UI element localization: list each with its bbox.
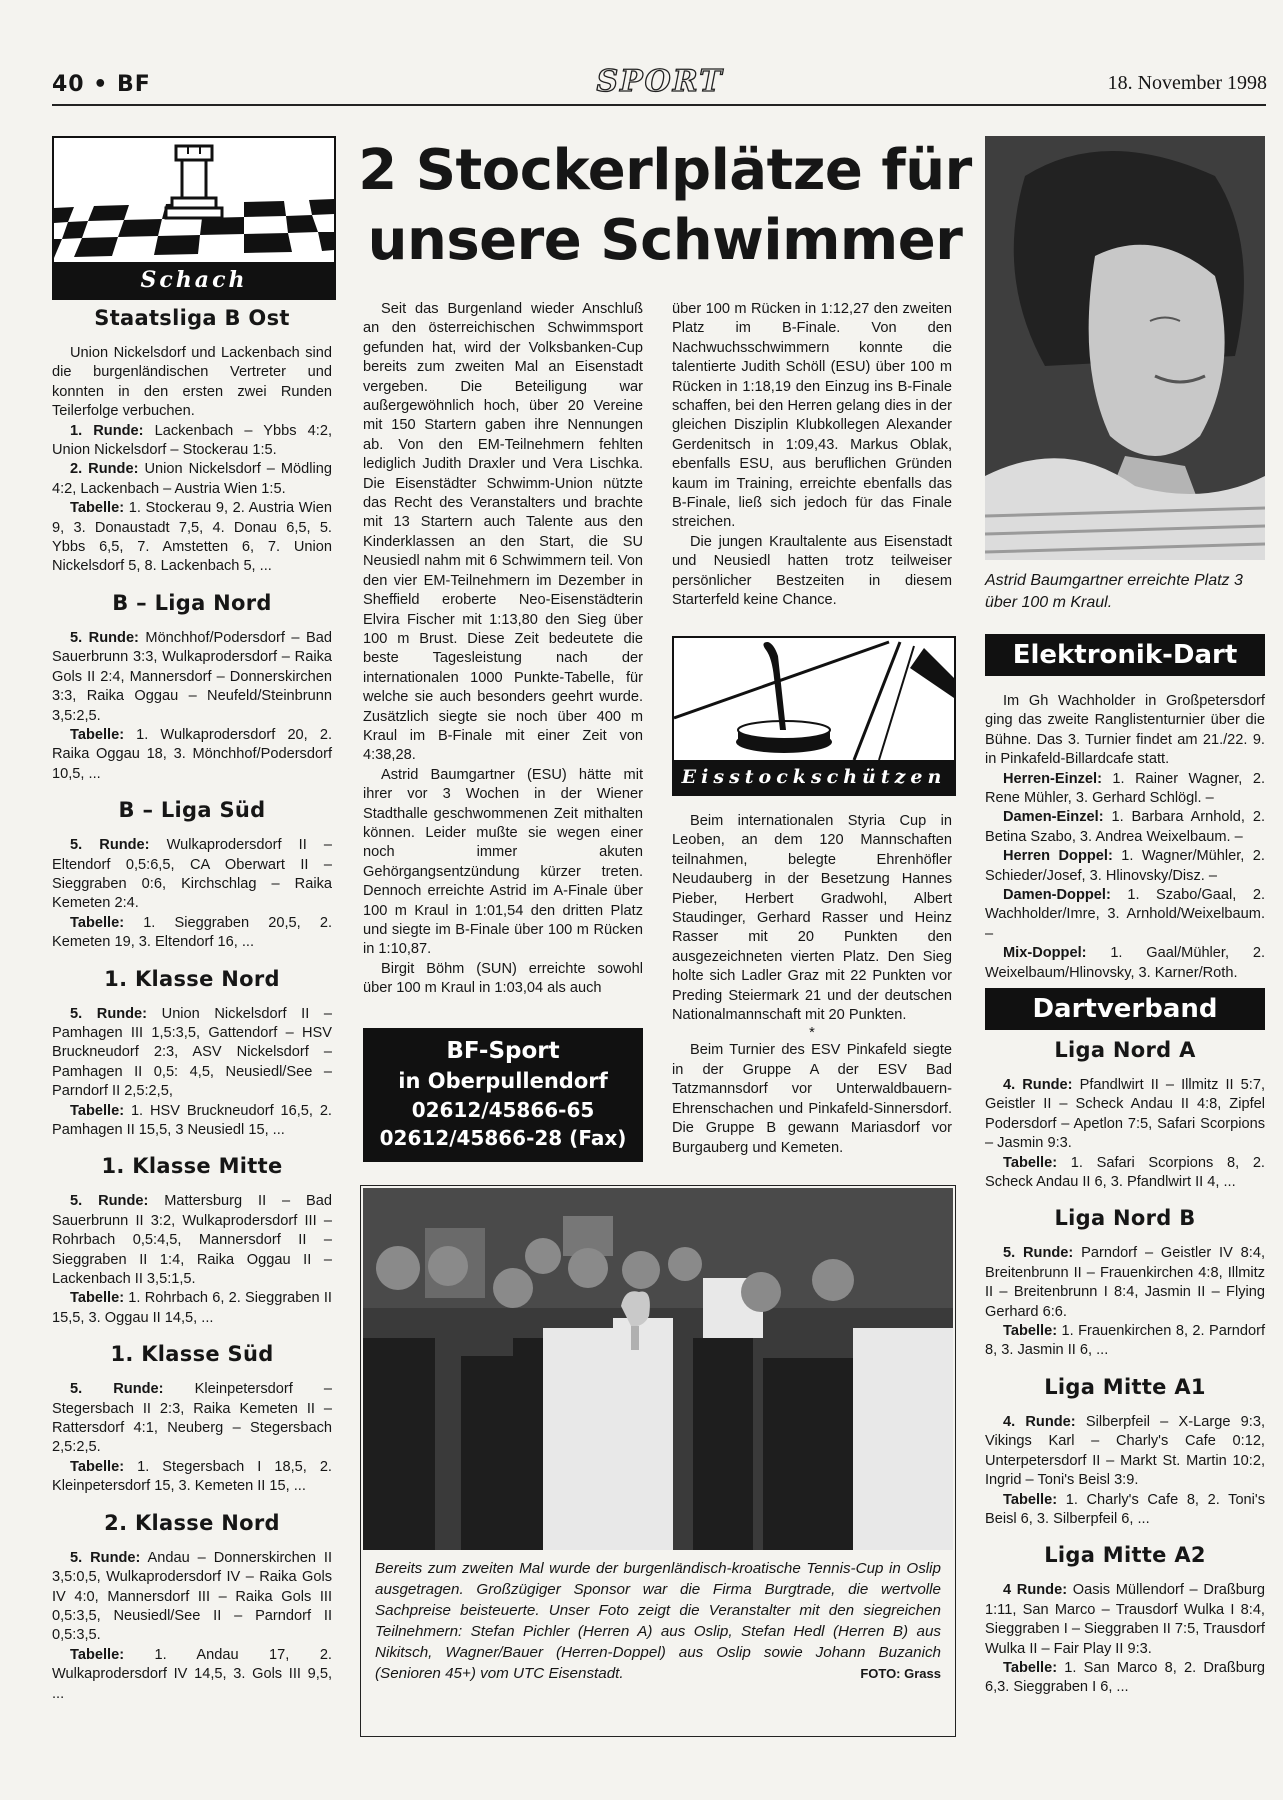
page-number: 40 • BF <box>52 72 151 97</box>
section-heading: Liga Mitte A2 <box>1044 1543 1206 1568</box>
result-text: Parndorf – Geistler IV 8:4, Breitenbrunn II – Frauenkirchen 4:8, Illmitz II – Breitenbrunn I 8:4, Jasmin II – Flying Gerhard 6:6. <box>985 1245 1266 1320</box>
section-heading: Liga Nord B <box>1054 1206 1196 1231</box>
result-text: Union Nickelsdorf II – Pamhagen III 1,5:3,5, Gattendorf – HSV Bruckneudorf 2:3, ASV Nickelsdorf – Pamhagen II 0,5: 4,5, Neusiedl/See – Parndorf II 2,5:2,5, <box>52 1005 332 1100</box>
result-text: 1. San Marco 8, 2. Draßburg 6,3. Sieggraben I 6, ... <box>985 1659 1265 1696</box>
result-label: Tabelle: <box>70 1646 125 1663</box>
result-label: 5. Runde: <box>70 1005 148 1022</box>
result-paragraph <box>52 460 332 499</box>
result-label: 2. Runde: <box>70 461 139 478</box>
result-paragraph <box>52 1458 332 1497</box>
article-column-2 <box>672 300 952 611</box>
chess-logo-label: Schach <box>54 262 334 298</box>
dart-result <box>985 808 1265 847</box>
dart-result-label: Herren-Einzel: <box>1003 770 1102 787</box>
result-text: 1. Safari Scorpions 8, 2. Scheck Andau II 6, 3. Pfandlwirt II 4, ... <box>985 1154 1265 1191</box>
section-heading: Liga Nord A <box>1054 1038 1196 1062</box>
result-label: 5. Runde: <box>70 837 150 854</box>
group-photo <box>363 1188 953 1550</box>
result-text: Lackenbach – Ybbs 4:2, Union Nickelsdorf – Stockerau 1:5. <box>52 422 332 459</box>
result-text: 1. Stegersbach I 18,5, 2. Kleinpetersdorf 15, 3. Kemeten II 15, ... <box>52 1458 332 1495</box>
result-paragraph <box>52 499 332 577</box>
elektronik-dart-column <box>985 692 1265 983</box>
group-photo-image <box>363 1188 953 1550</box>
result-text: Andau – Donnerskirchen II 3,5:0,5, Wulkaprodersdorf IV – Raika Gols IV 4:0, Mannersdorf III – Raika Gols III 0,5:3,5, Neusiedl/See II – Parndorf II 0,5:3,5. <box>52 1549 333 1644</box>
curling-separator: * <box>809 1025 815 1042</box>
group-caption-text: Bereits zum zweiten Mal wurde der burgenländisch-kroatische Tennis-Cup in Oslip ausgetragen. Großzügiger Sponsor war die Firma Burgtrade, die wertvolle Sachpreise beisteuerte. Unser Foto zeigt die Veranstalter mit den siegreichen Teilnehmern: Stefan Pichler (Herren A) aus Oslip, Stefan Hedl (Herren B) aus Nikitsch, Wagner/Bauer (Herren-Doppel) aus Oslip sowie Johann Buzanich (Senioren 45+) vom UTC Eisenstadt. <box>375 1560 941 1682</box>
result-text: Union Nickelsdorf und Lackenbach sind die burgenländischen Vertreter und konnten in den ersten zwei Runden Teilerfolge verbuchen. <box>52 345 332 420</box>
dart-result <box>985 847 1265 886</box>
dart-result <box>985 770 1265 809</box>
result-text: 1. Andau 17, 2. Wulkaprodersdorf IV 14,5, 3. Gols III 9,5, ... <box>52 1646 332 1702</box>
result-text: Mönchhof/Podersdorf – Bad Sauerbrunn 3:3, Wulkaprodersdorf – Raika Gols II 2:4, Mannersdorf – Donnerskirchen 3:3, Raika Oggau – Neufeld/Steinbrunn 3,5:2,5. <box>52 629 333 724</box>
result-paragraph <box>52 1192 332 1289</box>
contact-title: BF-Sport <box>446 1038 560 1064</box>
dart-result-text: 1. Rainer Wagner, 2. Rene Mühler, 3. Gerhard Schlögl. – <box>985 770 1265 807</box>
section-heading: B – Liga Süd <box>118 798 266 823</box>
result-paragraph <box>985 1659 1265 1698</box>
result-label: Tabelle: <box>1003 1659 1058 1676</box>
result-paragraph <box>985 1491 1265 1530</box>
curling-column <box>672 812 952 1158</box>
result-text: 1. Charly's Cafe 8, 2. Toni's Beisl 6, 3. Silberpfeil 6, ... <box>985 1491 1265 1527</box>
contact-location: in Oberpullendorf <box>398 1069 608 1093</box>
result-paragraph <box>52 1380 332 1458</box>
result-label: 1. Runde: <box>70 422 144 439</box>
contact-phone: 02612/45866-65 <box>411 1098 595 1122</box>
curling-paragraph: Beim internationalen Styria Cup in Leoben, an dem 120 Mannschaften teilnahmen, belegte Ehrenhöfler Neudauberg in der Besetzung Hannes Pieber, Herbert Gradwohl, Albert Staudinger, Gerhard Rasser und Heinz Rasser mit 20 Punkten den ausgezeichneten vierten Platz. Den Sieg holte sich Ladler Graz mit 22 Punkten vor Preding Steiermark 21 und der deutschen Nationalmannschaft mit 20 Punkten. <box>672 813 952 1024</box>
curling-logo <box>672 636 956 796</box>
article-paragraph: über 100 m Rücken in 1:12,27 den zweiten Platz im B-Finale. Von den Nachwuchsschwimmern konnte die talentierte Judith Schöll (ESU) über 100 m Rücken in 1:18,19 den Einzug ins B-Finale schaffen, bei den Herren gelang dies in der gleichen Disziplin Klubkollegen Alexander Gerdenitsch in 1:09,43. Markus Oblak, ebenfalls ESU, aus beruflichen Gründen kaum im Training, erreichte ebenfalls das B-Finale, ließ sich jedoch für das Finale streichen. <box>672 301 952 531</box>
result-text: 1. Rohrbach 6, 2. Sieggraben II 15,5, 3. Oggau II 14,5, ... <box>52 1290 332 1326</box>
result-paragraph <box>52 1005 332 1102</box>
dart-intro: Im Gh Wachholder in Großpetersdorf ging das zweite Ranglistenturnier über die Bühne. Das 3. Turnier findet am 21./22. 9. in Pinkafeld-Billardcafe statt. <box>985 693 1265 768</box>
dart-result-label: Damen-Doppel: <box>1003 887 1111 904</box>
result-paragraph <box>985 1322 1265 1361</box>
result-paragraph <box>985 1581 1265 1659</box>
section-heading: 2. Klasse Nord <box>104 1510 280 1535</box>
dart-result-text: 1. Szabo/Gaal, 2. Wachholder/Imre, 3. Arnhold/Weixelbaum. – <box>985 887 1265 942</box>
contact-box <box>363 1028 643 1162</box>
dart-result-label: Damen-Einzel: <box>1003 809 1104 826</box>
issue-date: 18. November 1998 <box>1107 72 1267 94</box>
result-label: Tabelle: <box>70 726 125 743</box>
contact-fax: 02612/45866-28 (Fax) <box>379 1126 627 1150</box>
article-column-1 <box>363 300 643 999</box>
result-label: Tabelle: <box>70 1458 125 1475</box>
dart-result-label: Herren Doppel: <box>1003 848 1113 865</box>
result-label: Tabelle: <box>1003 1154 1058 1171</box>
portrait-photo <box>985 136 1265 560</box>
section-heading: 1. Klasse Mitte <box>101 1154 283 1179</box>
result-paragraph <box>52 1289 332 1328</box>
section-heading: 1. Klasse Nord <box>104 966 280 991</box>
result-paragraph <box>52 914 332 953</box>
curling-paragraph: Beim Turnier des ESV Pinkafeld siegte in der Gruppe A der ESV Bad Tatzmannsdorf vor Unterwaldbauern-Ehrenschachen und Pinkafeld-Sinnersdorf. Die Gruppe B gewann Mariasdorf vor Burgauberg und Kemeten. <box>672 1042 952 1156</box>
result-label: 5. Runde: <box>70 1549 141 1566</box>
result-text: 1. Stockerau 9, 2. Austria Wien 9, 3. Donaustadt 7,5, 4. Donau 6,5, 5. Ybbs 6,5, 7. Amstetten 6, 7. Union Nickelsdorf 5, 8. Lackenbach 5, ... <box>52 500 332 575</box>
result-text: Mattersburg II – Bad Sauerbrunn II 3:2, Wulkaprodersdorf III – Rohrbach 0,5:4,5, Mannersdorf II – Sieggraben II 1:4, Raika Oggau II – Lackenbach II 3,5:1,5. <box>52 1193 333 1288</box>
dart-result <box>985 944 1265 983</box>
dartverband-title: Dartverband <box>985 988 1265 1030</box>
article-paragraph: Astrid Baumgartner (ESU) hätte mit ihrer vor 3 Wochen in der Wiener Stadthalle geschwommenen Zeit mithalten können. Leider mußte sie wegen einer noch immer akuten Gehörgangsentzündung kürzer treten. Dennoch erreichte Astrid im A-Finale über 100 m Kraul in 1:01,54 den dritten Platz und siegte im B-Finale über 100 m Rücken in 1:10,87. <box>363 766 643 958</box>
result-paragraph <box>985 1244 1265 1322</box>
result-paragraph <box>985 1154 1265 1193</box>
result-text: Kleinpetersdorf – Stegersbach II 2:3, Raika Kemeten II – Rattersdorf 4:1, Neuberg – Stegersbach 2,5:2,5. <box>52 1381 332 1456</box>
portrait-caption: Astrid Baumgartner erreichte Platz 3 über 100 m Kraul. <box>985 572 1243 611</box>
result-label: Tabelle: <box>70 914 125 931</box>
section-heading: B – Liga Nord <box>112 590 272 615</box>
eisstock-icon <box>674 638 954 760</box>
article-headline: 2 Stockerlplätze für unsere Schwimmer <box>358 138 972 273</box>
result-text: 1. Frauenkirchen 8, 2. Parndorf 8, 3. Jasmin II 6, ... <box>985 1323 1265 1359</box>
result-text: Pfandlwirt II – Illmitz II 5:7, Geistler II – Scheck Andau II 4:8, Zipfel Podersdorf – Apetlon 7:5, Safari Scorpions – Jasmin 9:3. <box>985 1077 1266 1152</box>
dart-result-text: 1. Barbara Arnhold, 2. Betina Szabo, 3. Andrea Weixelbaum. – <box>985 809 1265 845</box>
result-label: 5. Runde: <box>70 1381 164 1398</box>
result-paragraph <box>52 629 332 726</box>
elektronik-dart-title: Elektronik-Dart <box>985 634 1265 676</box>
result-label: 5. Runde: <box>70 1193 149 1210</box>
article-paragraph: Seit das Burgenland wieder Anschluß an den österreichischen Schwimmsport gefunden hat, wird der Volksbanken-Cup bereits zum zweiten Mal an Eisenstadt vergeben. Die Beteiligung war außergewöhnlich hoch, über 20 Vereine mit 150 Startern gaben ihre Nennungen ab. Von den EM-Teilnehmern fehlten lediglich Judith Draxler und Vera Lischka. Die Eisenstädter Schwimm-Union nützte das Recht des Veranstalters und brachte mit 13 Startern auch Talente aus den Kinderklassen an den Start, die SU Neusiedl nahm mit 6 Schwimmern teil. Von den vier EM-Teilnehmern im Dezember in Sheffield eroberte Neo-Eisenstädterin Elvira Fischer mit 1:13,80 den Sieg über 100 m Brust. Diese Zeit bedeutete die beste Tagesleistung nach der internationalen 1000 Punkte-Tabelle, für welche sie auch besonders geehrt wurde. Zusätzlich siegte sie noch über 400 m Kraul im B-Finale mit einer Zeit von 4:38,28. <box>363 301 643 764</box>
result-paragraph <box>52 1102 332 1141</box>
section-heading: Liga Mitte A1 <box>1044 1374 1206 1399</box>
result-text: Oasis Müllendorf – Draßburg 1:11, San Marco – Trausdorf Wulka I 8:4, Sieggraben I – Sieggraben II 7:5, Trausdorf Wulka II – Fair Play II 9:3. <box>985 1582 1265 1657</box>
article-paragraph: Die jungen Kraultalente aus Eisenstadt und Neusiedl hatten trotz teilweiser persönlicher Bestzeiten in diesem Starterfeld keine Chance. <box>672 533 952 609</box>
result-label: 5. Runde: <box>1003 1245 1074 1262</box>
result-label: 4 Runde: <box>1003 1582 1068 1599</box>
result-paragraph <box>52 1549 332 1646</box>
section-heading: 1. Klasse Süd <box>110 1342 274 1367</box>
result-paragraph <box>52 344 332 422</box>
article-paragraph: Birgit Böhm (SUN) erreichte sowohl über 100 m Kraul in 1:03,04 als auch <box>363 960 643 997</box>
section-heading: Staatsliga B Ost <box>94 306 290 330</box>
dart-result-label: Mix-Doppel: <box>1003 945 1087 962</box>
dart-result-text: 1. Wagner/Mühler, 2. Schieder/Josef, 3. Hlinovsky/Disz. – <box>985 848 1265 884</box>
section-title: SPORT <box>596 64 724 99</box>
result-text: 1. HSV Bruckneudorf 16,5, 2. Pamhagen II 15,5, 3 Neusiedl 15, ... <box>52 1102 332 1138</box>
result-paragraph <box>985 1076 1265 1154</box>
curling-logo-label: Eisstockschützen <box>674 760 954 794</box>
result-text: 1. Wulkaprodersdorf 20, 2. Raika Oggau 18, 3. Mönchhof/Podersdorf 10,5, ... <box>52 726 332 782</box>
chess-board-icon <box>54 138 334 262</box>
result-label: Tabelle: <box>70 1102 125 1119</box>
result-label: Tabelle: <box>1003 1491 1058 1508</box>
result-text: Wulkaprodersdorf II – Eltendorf 0,5:6,5, CA Oberwart II – Sieggraben 0:6, Kirchschlag – Raika Kemeten 2:4. <box>52 837 333 912</box>
result-label: 4. Runde: <box>1003 1077 1073 1093</box>
header-rule <box>52 104 1266 106</box>
dart-result-text: 1. Gaal/Mühler, 2. Weixelbaum/Hlinovsky, 3. Karner/Roth. <box>985 945 1265 981</box>
photo-credit: FOTO: Grass <box>860 1666 941 1681</box>
dartverband-column <box>985 1034 1265 1698</box>
result-label: 4. Runde: <box>1003 1413 1076 1430</box>
result-text: 1. Sieggraben 20,5, 2. Kemeten 19, 3. Eltendorf 16, ... <box>52 914 332 951</box>
chess-logo <box>52 136 336 300</box>
result-paragraph <box>52 422 332 461</box>
result-paragraph <box>52 836 332 914</box>
result-label: Tabelle: <box>70 500 125 517</box>
result-paragraph <box>52 1646 332 1704</box>
result-label: Tabelle: <box>1003 1323 1058 1340</box>
portrait-image <box>985 136 1265 560</box>
result-text: Silberpfeil – X-Large 9:3, Vikings Karl – Charly's Cafe 0:12, Unterpetersdorf II – Markt St. Martin 10:2, Ingrid – Toni's Beisl 3:9. <box>985 1413 1265 1489</box>
result-text: Union Nickelsdorf – Mödling 4:2, Lackenbach – Austria Wien 1:5. <box>52 461 332 497</box>
result-label: Tabelle: <box>70 1290 125 1307</box>
group-photo-caption <box>363 1558 953 1684</box>
result-label: 5. Runde: <box>70 629 139 646</box>
result-paragraph <box>985 1413 1265 1491</box>
dart-result <box>985 886 1265 944</box>
chess-results-column <box>52 304 332 1704</box>
result-paragraph <box>52 726 332 784</box>
